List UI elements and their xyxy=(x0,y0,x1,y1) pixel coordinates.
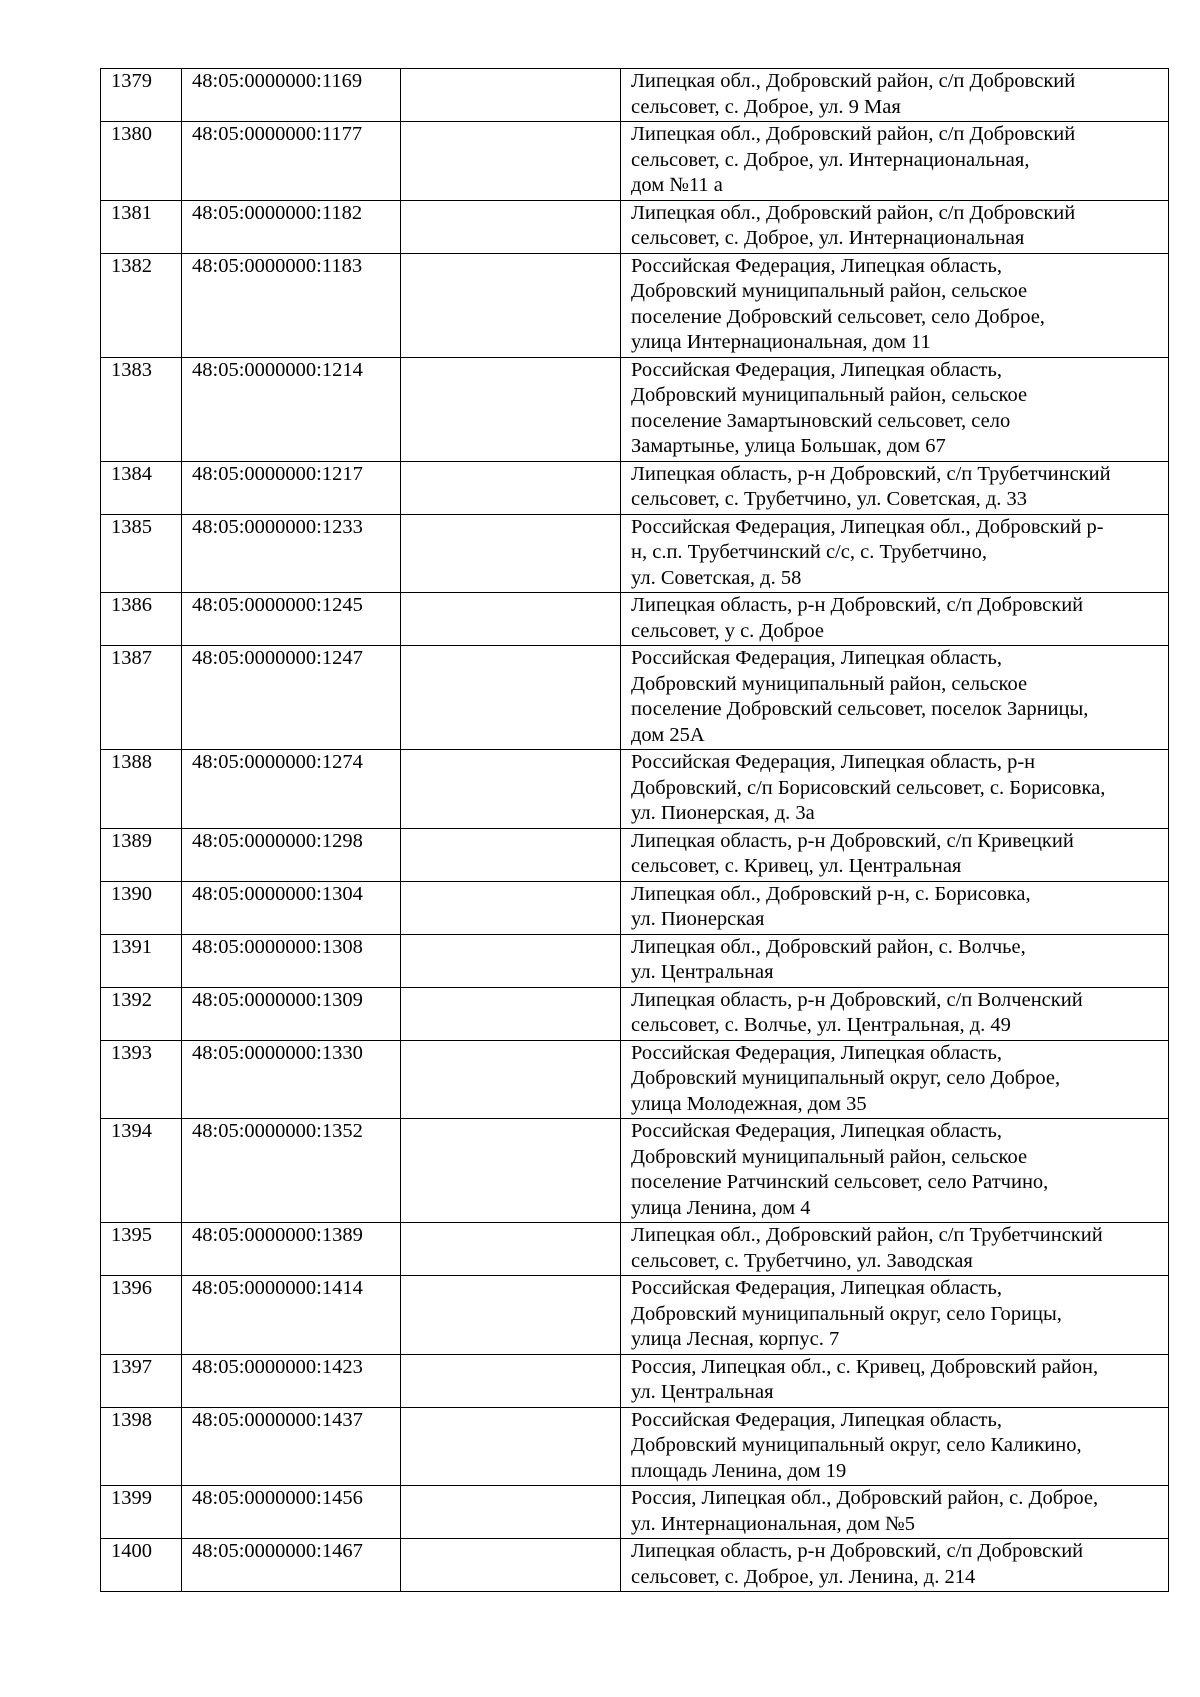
cadastral-number-cell: 48:05:0000000:1214 xyxy=(182,357,401,461)
table-row xyxy=(101,881,1169,934)
empty-cell xyxy=(401,828,621,881)
cadastral-number-cell: 48:05:0000000:1298 xyxy=(182,828,401,881)
address-cell: Россия, Липецкая обл., Добровский район, с. Доброе, ул. Интернациональная, дом №5 xyxy=(621,1486,1169,1539)
row-number-cell: 1400 xyxy=(101,1539,182,1592)
table-row xyxy=(101,1223,1169,1276)
address-cell: Липецкая обл., Добровский район, с/п Добровский сельсовет, с. Доброе, ул. Интернациональная xyxy=(621,200,1169,253)
empty-cell xyxy=(401,934,621,987)
empty-cell xyxy=(401,69,621,122)
table-row xyxy=(101,593,1169,646)
table-row xyxy=(101,200,1169,253)
table-row xyxy=(101,934,1169,987)
address-cell: Липецкая область, р-н Добровский, с/п Трубетчинский сельсовет, с. Трубетчино, ул. Советская, д. 33 xyxy=(621,461,1169,514)
cadastral-number-cell: 48:05:0000000:1423 xyxy=(182,1354,401,1407)
registry-table xyxy=(100,68,1169,1592)
cadastral-number-cell: 48:05:0000000:1309 xyxy=(182,987,401,1040)
cadastral-number-cell: 48:05:0000000:1456 xyxy=(182,1486,401,1539)
cadastral-number-cell: 48:05:0000000:1389 xyxy=(182,1223,401,1276)
row-number-cell: 1381 xyxy=(101,200,182,253)
table-row xyxy=(101,514,1169,593)
empty-cell xyxy=(401,357,621,461)
table-row xyxy=(101,1486,1169,1539)
row-number-cell: 1384 xyxy=(101,461,182,514)
address-cell: Липецкая обл., Добровский район, с/п Добровский сельсовет, с. Доброе, ул. 9 Мая xyxy=(621,69,1169,122)
cadastral-number-cell: 48:05:0000000:1182 xyxy=(182,200,401,253)
table-row xyxy=(101,987,1169,1040)
empty-cell xyxy=(401,1223,621,1276)
row-number-cell: 1398 xyxy=(101,1407,182,1486)
address-cell: Российская Федерация, Липецкая область, Добровский муниципальный округ, село Каликино, площадь Ленина, дом 19 xyxy=(621,1407,1169,1486)
cadastral-number-cell: 48:05:0000000:1183 xyxy=(182,253,401,357)
empty-cell xyxy=(401,1040,621,1119)
empty-cell xyxy=(401,1354,621,1407)
table-row xyxy=(101,1119,1169,1223)
row-number-cell: 1388 xyxy=(101,750,182,829)
empty-cell xyxy=(401,253,621,357)
empty-cell xyxy=(401,1407,621,1486)
address-cell: Российская Федерация, Липецкая область, Добровский муниципальный округ, село Доброе, улица Молодежная, дом 35 xyxy=(621,1040,1169,1119)
row-number-cell: 1389 xyxy=(101,828,182,881)
row-number-cell: 1396 xyxy=(101,1276,182,1355)
address-cell: Российская Федерация, Липецкая область, Добровский муниципальный район, сельское поселение Ратчинский сельсовет, село Ратчино, улица Ленина, дом 4 xyxy=(621,1119,1169,1223)
address-cell: Липецкая область, р-н Добровский, с/п Добровский сельсовет, с. Доброе, ул. Ленина, д. 214 xyxy=(621,1539,1169,1592)
table-row xyxy=(101,750,1169,829)
cadastral-number-cell: 48:05:0000000:1414 xyxy=(182,1276,401,1355)
row-number-cell: 1392 xyxy=(101,987,182,1040)
cadastral-number-cell: 48:05:0000000:1233 xyxy=(182,514,401,593)
cadastral-number-cell: 48:05:0000000:1304 xyxy=(182,881,401,934)
table-row xyxy=(101,828,1169,881)
row-number-cell: 1379 xyxy=(101,69,182,122)
address-cell: Российская Федерация, Липецкая область, Добровский муниципальный район, сельское поселение Замартыновский сельсовет, село Замартынье, улица Большак, дом 67 xyxy=(621,357,1169,461)
row-number-cell: 1397 xyxy=(101,1354,182,1407)
cadastral-number-cell: 48:05:0000000:1467 xyxy=(182,1539,401,1592)
cadastral-number-cell: 48:05:0000000:1352 xyxy=(182,1119,401,1223)
row-number-cell: 1385 xyxy=(101,514,182,593)
cadastral-number-cell: 48:05:0000000:1169 xyxy=(182,69,401,122)
table-row xyxy=(101,357,1169,461)
empty-cell xyxy=(401,1119,621,1223)
empty-cell xyxy=(401,1276,621,1355)
row-number-cell: 1393 xyxy=(101,1040,182,1119)
cadastral-number-cell: 48:05:0000000:1330 xyxy=(182,1040,401,1119)
empty-cell xyxy=(401,1539,621,1592)
table-row xyxy=(101,1407,1169,1486)
row-number-cell: 1391 xyxy=(101,934,182,987)
table-row xyxy=(101,646,1169,750)
empty-cell xyxy=(401,750,621,829)
cadastral-number-cell: 48:05:0000000:1274 xyxy=(182,750,401,829)
row-number-cell: 1394 xyxy=(101,1119,182,1223)
address-cell: Липецкая обл., Добровский район, с. Волчье, ул. Центральная xyxy=(621,934,1169,987)
cadastral-number-cell: 48:05:0000000:1245 xyxy=(182,593,401,646)
cadastral-number-cell: 48:05:0000000:1217 xyxy=(182,461,401,514)
row-number-cell: 1399 xyxy=(101,1486,182,1539)
address-cell: Россия, Липецкая обл., с. Кривец, Добровский район, ул. Центральная xyxy=(621,1354,1169,1407)
empty-cell xyxy=(401,593,621,646)
row-number-cell: 1395 xyxy=(101,1223,182,1276)
address-cell: Российская Федерация, Липецкая обл., Добровский р- н, с.п. Трубетчинский с/с, с. Трубетчино, ул. Советская, д. 58 xyxy=(621,514,1169,593)
address-cell: Российская Федерация, Липецкая область, Добровский муниципальный округ, село Горицы, улица Лесная, корпус. 7 xyxy=(621,1276,1169,1355)
empty-cell xyxy=(401,1486,621,1539)
address-cell: Российская Федерация, Липецкая область, Добровский муниципальный район, сельское поселение Добровский сельсовет, село Доброе, улица Интернациональная, дом 11 xyxy=(621,253,1169,357)
address-cell: Липецкая область, р-н Добровский, с/п Волченский сельсовет, с. Волчье, ул. Центральная, д. 49 xyxy=(621,987,1169,1040)
address-cell: Российская Федерация, Липецкая область, р-н Добровский, с/п Борисовский сельсовет, с. Борисовка, ул. Пионерская, д. 3а xyxy=(621,750,1169,829)
address-cell: Липецкая обл., Добровский район, с/п Трубетчинский сельсовет, с. Трубетчино, ул. Заводская xyxy=(621,1223,1169,1276)
table-row xyxy=(101,1276,1169,1355)
empty-cell xyxy=(401,122,621,201)
empty-cell xyxy=(401,646,621,750)
cadastral-number-cell: 48:05:0000000:1437 xyxy=(182,1407,401,1486)
empty-cell xyxy=(401,514,621,593)
table-row xyxy=(101,253,1169,357)
cadastral-number-cell: 48:05:0000000:1177 xyxy=(182,122,401,201)
row-number-cell: 1386 xyxy=(101,593,182,646)
empty-cell xyxy=(401,461,621,514)
table-row xyxy=(101,461,1169,514)
table-row xyxy=(101,1040,1169,1119)
row-number-cell: 1380 xyxy=(101,122,182,201)
address-cell: Липецкая обл., Добровский р-н, с. Борисовка, ул. Пионерская xyxy=(621,881,1169,934)
address-cell: Липецкая обл., Добровский район, с/п Добровский сельсовет, с. Доброе, ул. Интернациональная, дом №11 а xyxy=(621,122,1169,201)
table-row xyxy=(101,122,1169,201)
empty-cell xyxy=(401,881,621,934)
table-row xyxy=(101,1539,1169,1592)
empty-cell xyxy=(401,987,621,1040)
row-number-cell: 1382 xyxy=(101,253,182,357)
cadastral-number-cell: 48:05:0000000:1247 xyxy=(182,646,401,750)
table-row xyxy=(101,69,1169,122)
table-row xyxy=(101,1354,1169,1407)
row-number-cell: 1387 xyxy=(101,646,182,750)
address-cell: Липецкая область, р-н Добровский, с/п Добровский сельсовет, у с. Доброе xyxy=(621,593,1169,646)
empty-cell xyxy=(401,200,621,253)
address-cell: Российская Федерация, Липецкая область, Добровский муниципальный район, сельское поселение Добровский сельсовет, поселок Зарницы, дом 25А xyxy=(621,646,1169,750)
row-number-cell: 1383 xyxy=(101,357,182,461)
row-number-cell: 1390 xyxy=(101,881,182,934)
registry-table-body xyxy=(101,69,1169,1592)
address-cell: Липецкая область, р-н Добровский, с/п Кривецкий сельсовет, с. Кривец, ул. Центральная xyxy=(621,828,1169,881)
cadastral-number-cell: 48:05:0000000:1308 xyxy=(182,934,401,987)
